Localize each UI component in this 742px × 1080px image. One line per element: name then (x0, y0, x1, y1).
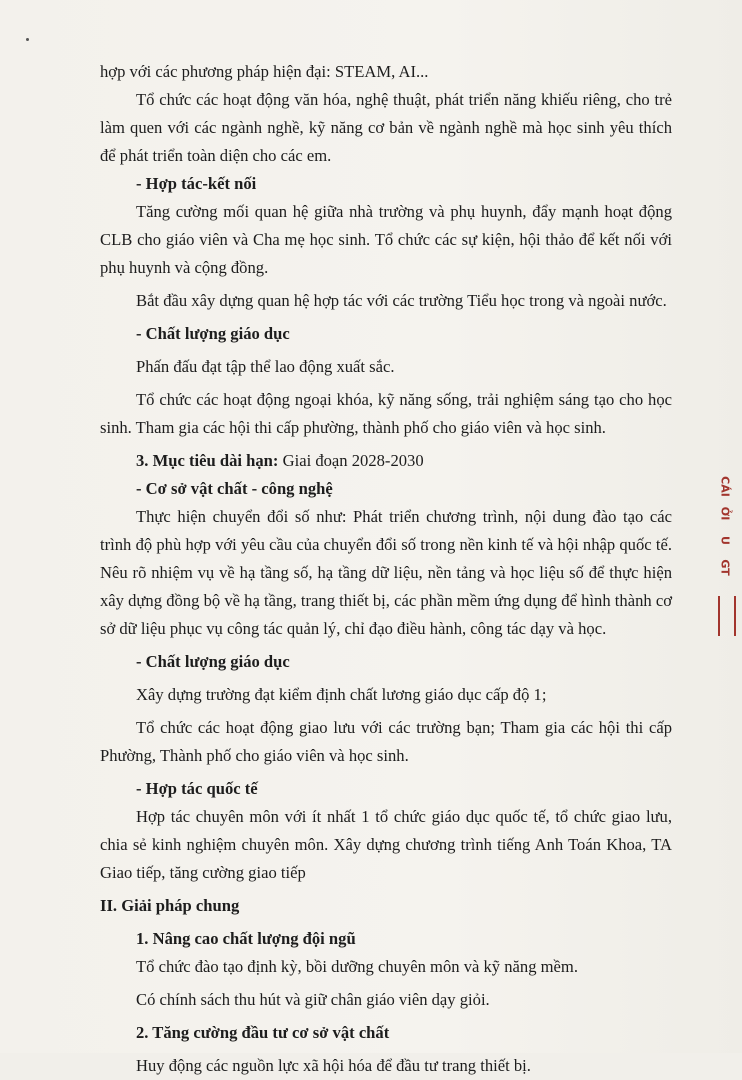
edge-mark: U (718, 536, 732, 545)
paragraph: Tổ chức đào tạo định kỳ, bồi dưỡng chuyên môn và kỹ năng mềm. (136, 957, 578, 976)
paragraph: Có chính sách thu hút và giữ chân giáo viên dạy giỏi. (136, 990, 490, 1009)
binding-edge-marks (714, 476, 736, 640)
solution-heading: 2. Tăng cường đầu tư cơ sở vật chất (136, 1023, 390, 1042)
paragraph: Tổ chức các hoạt động ngoại khóa, kỹ năng sống, trải nghiệm sáng tạo cho học sinh. Tham gia các hội thi cấp phường, thành phố cho giáo viên và học sinh. (100, 390, 672, 437)
paragraph: Huy động các nguồn lực xã hội hóa để đầu tư trang thiết bị. (136, 1056, 531, 1075)
section-heading: - Hợp tác-kết nối (136, 174, 257, 193)
goal-heading-period: Giai đoạn 2028-2030 (282, 451, 424, 470)
edge-mark: ỞI (718, 506, 732, 521)
section-heading: - Cơ sở vật chất - công nghệ (136, 479, 333, 498)
section-heading: - Hợp tác quốc tế (136, 779, 258, 798)
paragraph: Tăng cường mối quan hệ giữa nhà trường và phụ huynh, đẩy mạnh hoạt động CLB cho giáo viên và Cha mẹ học sinh. Tổ chức các sự kiện, hội thảo để kết nối với phụ huynh và cộng đồng. (100, 202, 672, 277)
part-heading: II. Giải pháp chung (100, 896, 240, 915)
paragraph: Phấn đấu đạt tập thể lao động xuất sắc. (136, 357, 395, 376)
paragraph: hợp với các phương pháp hiện đại: STEAM, AI... (100, 62, 429, 81)
edge-bar (718, 596, 736, 636)
paragraph: Bắt đầu xây dựng quan hệ hợp tác với các trường Tiểu học trong và ngoài nước. (136, 291, 667, 310)
section-heading: - Chất lượng giáo dục (136, 652, 290, 671)
section-heading: - Chất lượng giáo dục (136, 324, 290, 343)
edge-mark: GT (718, 559, 732, 576)
edge-mark: CÁI (718, 476, 732, 497)
scan-dot (26, 38, 29, 41)
goal-heading-label: 3. Mục tiêu dài hạn: (136, 451, 279, 470)
paragraph: Tổ chức các hoạt động giao lưu với các trường bạn; Tham gia các hội thi cấp Phường, Thành phố cho giáo viên và học sinh. (100, 718, 672, 765)
solution-heading: 1. Nâng cao chất lượng đội ngũ (136, 929, 356, 948)
paragraph: Hợp tác chuyên môn với ít nhất 1 tổ chức giáo dục quốc tế, tổ chức giao lưu, chia sẻ kinh nghiệm chuyên môn. Xây dựng chương trình tiếng Anh Toán Khoa, TA Giao tiếp, tăng cường giao tiếp (100, 807, 672, 882)
document-body (100, 58, 672, 1080)
paragraph: Tổ chức các hoạt động văn hóa, nghệ thuật, phát triển năng khiếu riêng, cho trẻ làm quen với các ngành nghề, kỹ năng cơ bản về ngành nghề mà học sinh yêu thích để phát triển toàn diện cho các em. (100, 90, 672, 165)
goal-heading (100, 447, 672, 475)
paragraph: Thực hiện chuyển đổi số như: Phát triển chương trình, nội dung đào tạo các trình độ phù hợp với yêu cầu của chuyển đổi số trong nền kinh tế và hội nhập quốc tế. Nêu rõ nhiệm vụ về hạ tầng số, hạ tầng dữ liệu, nền tảng và học liệu số để thực hiện xây dựng đồng bộ về hạ tầng, trang thiết bị, các phần mềm ứng dụng để hình thành cơ sở dữ liệu phục vụ công tác quản lý, chỉ đạo điều hành, công tác dạy và học. (100, 507, 672, 638)
paragraph: Xây dựng trường đạt kiểm định chất lương giáo dục cấp độ 1; (136, 685, 547, 704)
